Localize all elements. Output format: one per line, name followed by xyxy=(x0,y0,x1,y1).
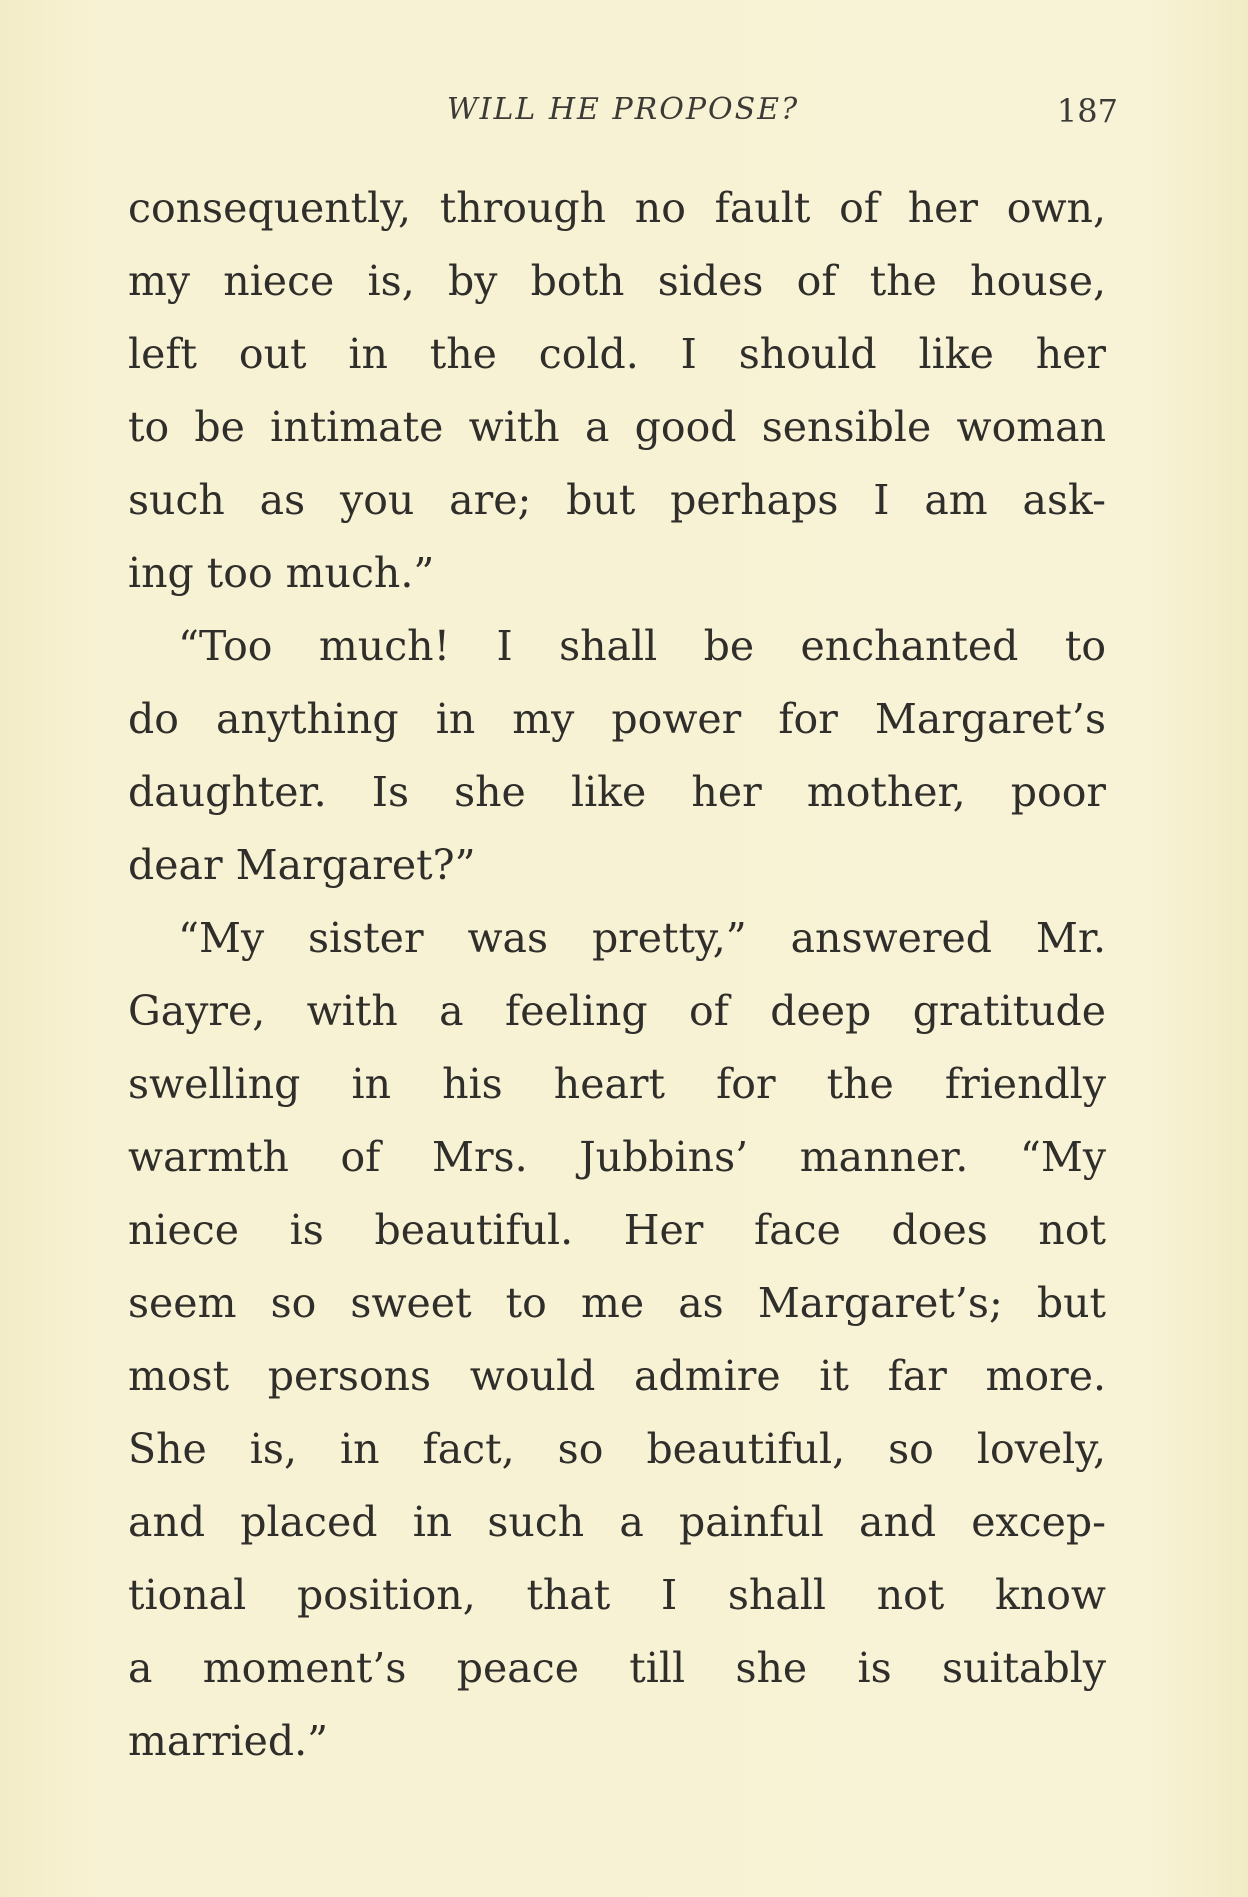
text-line: tional position, that I shall not know xyxy=(128,1571,1106,1619)
page-number: 187 xyxy=(1056,92,1118,130)
text-line: seem so sweet to me as Margaret’s; but xyxy=(128,1279,1106,1327)
text-line: She is, in fact, so beautiful, so lovely, xyxy=(128,1425,1106,1473)
text-line: consequently, through no fault of her own, xyxy=(128,184,1106,232)
text-line: a moment’s peace till she is suitably xyxy=(128,1644,1106,1692)
text-line: married.” xyxy=(128,1717,329,1765)
text-line: swelling in his heart for the friendly xyxy=(128,1060,1106,1108)
text-line: dear Margaret?” xyxy=(128,841,476,889)
text-line: left out in the cold. I should like her xyxy=(128,330,1106,378)
text-line: “Too much! I shall be enchanted to xyxy=(178,622,1106,670)
text-line: most persons would admire it far more. xyxy=(128,1352,1106,1400)
chapter-title: WILL HE PROPOSE? xyxy=(446,92,800,127)
text-line: daughter. Is she like her mother, poor xyxy=(128,768,1106,816)
text-line: “My sister was pretty,” answered Mr. xyxy=(178,914,1106,962)
text-line: Gayre, with a feeling of deep gratitude xyxy=(128,987,1106,1035)
running-head xyxy=(128,92,1118,136)
body-text xyxy=(128,172,1106,1778)
text-line: do anything in my power for Margaret’s xyxy=(128,695,1106,743)
text-line: my niece is, by both sides of the house, xyxy=(128,257,1106,305)
text-line: niece is beautiful. Her face does not xyxy=(128,1206,1106,1254)
text-line: ing too much.” xyxy=(128,549,435,597)
text-line: warmth of Mrs. Jubbins’ manner. “My xyxy=(128,1133,1106,1181)
text-line: and placed in such a painful and excep- xyxy=(128,1498,1106,1546)
text-line: such as you are; but perhaps I am ask- xyxy=(128,476,1106,524)
text-line: to be intimate with a good sensible woman xyxy=(128,403,1106,451)
